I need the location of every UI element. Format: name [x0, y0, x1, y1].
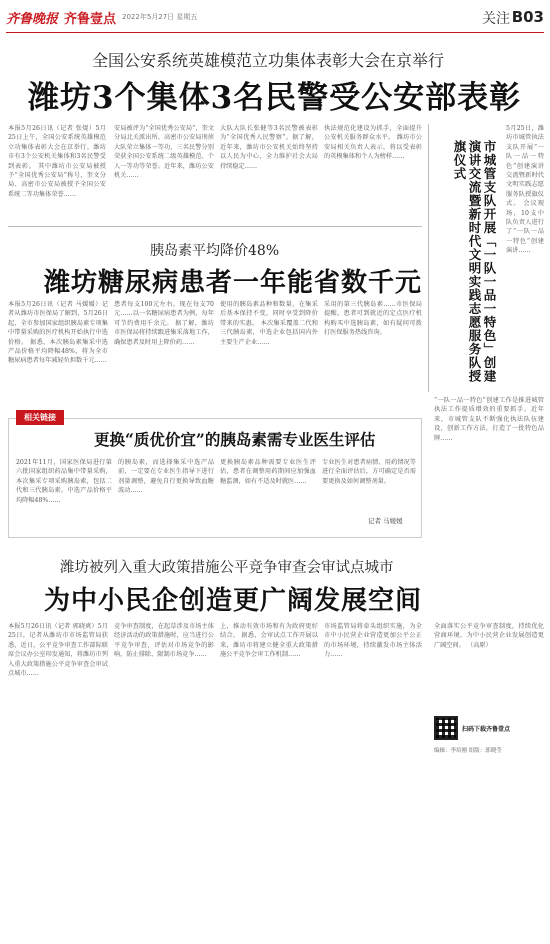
sidebar-column-3: 更换胰岛素品种需要专业医生评估，患者在调整用药期间应加强血糖监测，如有不适及时就医…… — [220, 459, 316, 485]
side-vertical-headline: 市城管支队开展「一队一品一特色」创建演讲交流暨新时代文明实践志愿服务队授旗仪式 — [452, 140, 497, 383]
issue-date: 2022年5月27日 星期五 — [122, 13, 198, 21]
story2-top-rule — [8, 226, 422, 227]
newspaper-logo: 齐鲁晚报 — [6, 12, 59, 27]
page-number: B03 — [511, 8, 544, 26]
sidebar-headline: 更换“质优价宜”的胰岛素需专业医生评估 — [94, 430, 376, 449]
story3-column-4: 市场监管局将牵头组织实施，为全市中小民营企业营造更加公平公正的市场环境，持续激发市场主体活力…… — [324, 623, 422, 659]
masthead — [6, 8, 544, 30]
story1-column-4: 执法规范化建设为抓手，全面提升公安机关服务群众水平。 潍坊市公安局相关负责人表示，将以受表彰的英模集体和个人为榜样…… — [324, 125, 422, 161]
sidebar-byline: 记者 马媛媛 — [368, 517, 403, 525]
qr-code[interactable] — [434, 716, 458, 740]
sidebar-column-4: 专业医生对患者病情、用药情况等进行全面评估后，方可确定是否需要更换及如何调整剂量。 — [322, 459, 416, 485]
story2-column-1: 本报5月26日讯（记者 马媛媛）记者从潍坊市医保局了解到，5月26日起，全市参加国家组织胰岛素专项集中带量采购的医疗机构开始执行中选价格。 据悉，本次胰岛素集采中选产品价格平均降幅48%，将为全市糖尿病患者每年减轻负担数千元…… — [8, 301, 108, 365]
section-label: 关注 — [482, 11, 510, 27]
story2-column-2: 患者每支100元左右，现在每支70元……以一名糖尿病患者为例，每年可节约费用千余元。 据了解，潍坊市医保局将持续跟进集采落地工作，确保患者及时用上降价药…… — [114, 301, 214, 346]
story3-side-column: 全面落实公平竞争审查制度，持续优化营商环境，为中小民营企业发展创造更广阔空间。 （高原） — [434, 623, 544, 649]
story1-column-2: 安局被评为“全国优秀公安局”，奎文分局北关派出所、高密市公安局刑侦大队荣立集体一等功，三名民警分别荣获全国公安系统二级英雄模范、个人一等功等荣誉。近年来，潍坊公安机关…… — [114, 125, 214, 180]
story1-column-3: 大队大队长张健等3名民警被表彰为“全国优秀人民警察”。据了解，近年来，潍坊市公安机关始终坚持以人民为中心，全力维护社会大局持续稳定…… — [220, 125, 318, 170]
masthead-divider — [6, 32, 544, 33]
story3-column-1: 本报5月26日讯（记者 郭晓爽）5月25日，记者从潍坊市市场监管局获悉，近日，公平竞争审查工作部际联席会议办公室印发通知，将潍坊市列入重大政策措施公平竞争审查会审试点城市…… — [8, 623, 108, 678]
story3-kicker: 潍坊被列入重大政策措施公平竞争审查会审试点城市 — [60, 560, 394, 576]
sidebar-column-2: 的胰岛素，而选择集采中选产品前，一定要在专业医生指导下进行剂量调整，避免自行更换导致血糖波动…… — [118, 459, 214, 495]
story2-headline: 潍坊糖尿病患者一年能省数千元 — [44, 268, 423, 298]
story3-headline: 为中小民企创造更广阔发展空间 — [44, 586, 423, 616]
qr-caption: 扫码下载齐鲁壹点 — [462, 726, 511, 733]
related-link-tag: 相关链接 — [16, 410, 64, 425]
side-column-2: “一队一品一特色”创建工作是推进城管执法工作提质增效的重要抓手。近年来，市城管支队不断强化执法队伍建设，创新工作方法，打造了一批特色品牌…… — [434, 397, 544, 442]
editor-credits: 编辑：李培刚 组版：郭晓莹 — [434, 748, 502, 754]
story2-column-4: 采用的第三代胰岛素……市医保局提醒，患者可到就近的定点医疗机构购买中选胰岛素，如有疑问可拨打医保服务热线咨询。 — [324, 301, 422, 337]
story1-column-1: 本报5月26日讯（记者 张焜）5月25日上午，全国公安系统英雄模范立功集体表彰大会在京举行。潍坊市有3个公安机关集体和3名民警受到表彰。 其中潍坊市公安局被授予“全国优秀公安局”称号，奎文分局、高密市公安局被授予全国公安系统二等功集体荣誉…… — [8, 125, 106, 198]
story1-headline: 潍坊3个集体3名民警受公安部表彰 — [28, 80, 522, 116]
story2-kicker: 胰岛素平均降价48% — [150, 243, 280, 259]
story3-column-3: 上，推动有效市场和有为政府更好结合。 据悉，会审试点工作开展以来，潍坊市将建立健全重大政策措施公平竞争会审工作机制…… — [220, 623, 318, 659]
story3-column-2: 竞争审查制度，在起草涉及市场主体经济活动的政策措施时，应当进行公平竞争审查，评估对市场竞争的影响，防止排除、限制市场竞争…… — [114, 623, 214, 659]
app-logo: 齐鲁壹点 — [64, 12, 117, 27]
story1-kicker: 全国公安系统英雄模范立功集体表彰大会在京举行 — [92, 51, 445, 70]
story2-column-3: 使用的胰岛素品种和数量，在集采后基本保持不变，同时享受到降价带来的实惠。 本次集采覆盖二代和三代胰岛素，中选企业包括国内外主要生产企业…… — [220, 301, 318, 346]
sidebar-column-1: 2021年11月，国家医保局进行第六批国家组织药品集中带量采购，本次集采专项采购胰岛素，包括二代和三代胰岛素。中选产品价格平均降幅48%…… — [16, 459, 112, 504]
column-divider — [428, 124, 429, 392]
side-column-1: 5月25日，潍坊市城管执法支队开展“一队一品一特色”创建演讲交流暨新时代文明实践志愿服务队授旗仪式。 会议现场，10支中队负责人进行了“一队一品一特色”创建演讲…… — [506, 125, 544, 255]
